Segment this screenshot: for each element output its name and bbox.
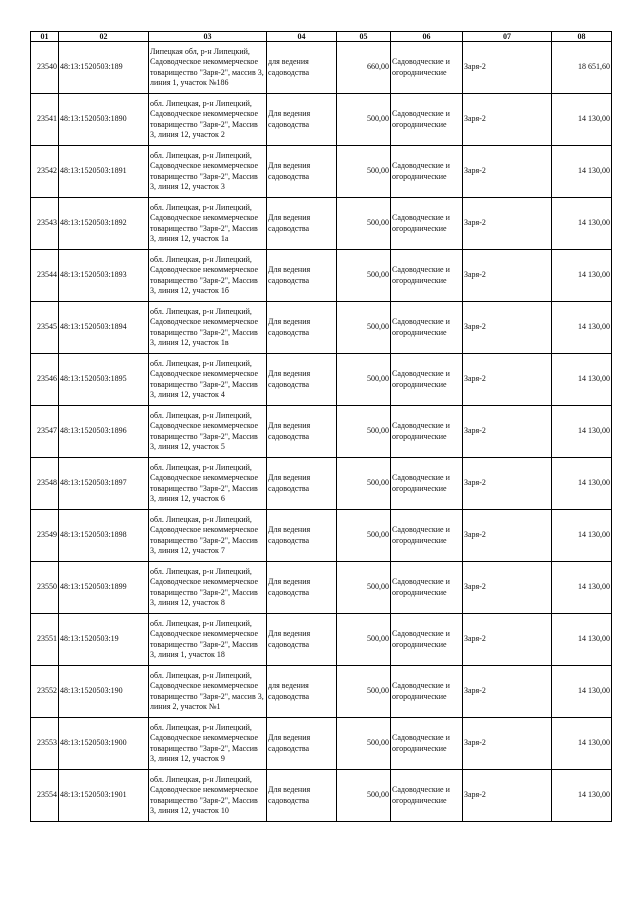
area-cell: 500,00 [337,198,391,250]
land-category-cell: Садоводческие и огороднические [391,666,463,718]
row-number-cell: 23542 [31,146,59,198]
partnership-name-cell: Заря-2 [463,354,552,406]
partnership-name-cell: Заря-2 [463,666,552,718]
partnership-name-cell: Заря-2 [463,562,552,614]
cadastral-value-cell: 14 130,00 [552,250,612,302]
column-header: 04 [267,32,337,42]
cadastral-value-cell: 14 130,00 [552,770,612,822]
row-number-cell: 23551 [31,614,59,666]
table-row [31,718,612,770]
row-number-cell: 23552 [31,666,59,718]
cadastral-number-cell: 48:13:1520503:19 [59,614,149,666]
table-row [31,614,612,666]
partnership-name-cell: Заря-2 [463,146,552,198]
cadastral-number-cell: 48:13:1520503:1900 [59,718,149,770]
partnership-name-cell: Заря-2 [463,250,552,302]
permitted-use-cell: Для ведения садоводства [267,718,337,770]
area-cell: 500,00 [337,770,391,822]
partnership-name-cell: Заря-2 [463,510,552,562]
permitted-use-cell: для ведения садоводства [267,666,337,718]
permitted-use-cell: Для ведения садоводства [267,770,337,822]
cadastral-number-cell: 48:13:1520503:1892 [59,198,149,250]
permitted-use-cell: Для ведения садоводства [267,94,337,146]
cadastral-value-cell: 14 130,00 [552,302,612,354]
table-row [31,302,612,354]
table-row [31,458,612,510]
area-cell: 500,00 [337,614,391,666]
permitted-use-cell: Для ведения садоводства [267,406,337,458]
cadastral-number-cell: 48:13:1520503:190 [59,666,149,718]
column-header: 08 [552,32,612,42]
land-category-cell: Садоводческие и огороднические [391,562,463,614]
table-row [31,770,612,822]
column-header: 03 [149,32,267,42]
area-cell: 500,00 [337,718,391,770]
row-number-cell: 23553 [31,718,59,770]
land-category-cell: Садоводческие и огороднические [391,458,463,510]
address-cell: обл. Липецкая, р-н Липецкий, Садоводческое некоммерческое товарищество "Заря-2", массив 3, линия 2, участок №1 [149,666,267,718]
cadastral-number-cell: 48:13:1520503:1898 [59,510,149,562]
area-cell: 500,00 [337,406,391,458]
table-row [31,94,612,146]
address-cell: обл. Липецкая, р-н Липецкий, Садоводческое некоммерческое товарищество "Заря-2", Массив 3, линия 12, участок 3 [149,146,267,198]
address-cell: обл. Липецкая, р-н Липецкий, Садоводческое некоммерческое товарищество "Заря-2", Массив 3, линия 12, участок 1в [149,302,267,354]
area-cell: 500,00 [337,458,391,510]
partnership-name-cell: Заря-2 [463,302,552,354]
table-row [31,562,612,614]
partnership-name-cell: Заря-2 [463,770,552,822]
row-number-cell: 23540 [31,42,59,94]
permitted-use-cell: Для ведения садоводства [267,562,337,614]
land-category-cell: Садоводческие и огороднические [391,302,463,354]
permitted-use-cell: Для ведения садоводства [267,250,337,302]
cadastral-number-cell: 48:13:1520503:1897 [59,458,149,510]
permitted-use-cell: для ведения садоводства [267,42,337,94]
column-header: 05 [337,32,391,42]
cadastral-number-cell: 48:13:1520503:1893 [59,250,149,302]
cadastral-value-cell: 14 130,00 [552,718,612,770]
cadastral-number-cell: 48:13:1520503:1890 [59,94,149,146]
row-number-cell: 23544 [31,250,59,302]
cadastral-number-cell: 48:13:1520503:1894 [59,302,149,354]
area-cell: 500,00 [337,94,391,146]
area-cell: 500,00 [337,510,391,562]
cadastral-value-cell: 14 130,00 [552,614,612,666]
permitted-use-cell: Для ведения садоводства [267,146,337,198]
cadastral-number-cell: 48:13:1520503:1899 [59,562,149,614]
partnership-name-cell: Заря-2 [463,94,552,146]
cadastral-value-cell: 14 130,00 [552,146,612,198]
partnership-name-cell: Заря-2 [463,42,552,94]
land-category-cell: Садоводческие и огороднические [391,406,463,458]
column-header: 02 [59,32,149,42]
row-number-cell: 23548 [31,458,59,510]
area-cell: 500,00 [337,562,391,614]
cadastral-number-cell: 48:13:1520503:1896 [59,406,149,458]
area-cell: 660,00 [337,42,391,94]
partnership-name-cell: Заря-2 [463,458,552,510]
permitted-use-cell: Для ведения садоводства [267,614,337,666]
land-category-cell: Садоводческие и огороднические [391,146,463,198]
table-row [31,406,612,458]
column-header: 06 [391,32,463,42]
cadastral-number-cell: 48:13:1520503:1895 [59,354,149,406]
area-cell: 500,00 [337,302,391,354]
table-row [31,146,612,198]
table-row [31,510,612,562]
permitted-use-cell: Для ведения садоводства [267,458,337,510]
row-number-cell: 23541 [31,94,59,146]
row-number-cell: 23554 [31,770,59,822]
cadastral-value-cell: 14 130,00 [552,94,612,146]
address-cell: обл. Липецкая, р-н Липецкий, Садоводческое некоммерческое товарищество "Заря-2", Массив 3, линия 12, участок 6 [149,458,267,510]
cadastral-value-cell: 14 130,00 [552,198,612,250]
address-cell: обл. Липецкая, р-н Липецкий, Садоводческое некоммерческое товарищество "Заря-2", Массив 3, линия 12, участок 5 [149,406,267,458]
header-row [31,32,612,42]
address-cell: Липецкая обл, р-н Липецкий, Садоводческое некоммерческое товарищество "Заря-2", массив 3, линия 1, участок №186 [149,42,267,94]
land-category-cell: Садоводческие и огороднические [391,510,463,562]
table-row [31,42,612,94]
permitted-use-cell: Для ведения садоводства [267,354,337,406]
row-number-cell: 23545 [31,302,59,354]
table-row [31,354,612,406]
land-category-cell: Садоводческие и огороднические [391,770,463,822]
address-cell: обл. Липецкая, р-н Липецкий, Садоводческое некоммерческое товарищество "Заря-2", Массив 3, линия 1, участок 18 [149,614,267,666]
cadastral-value-cell: 14 130,00 [552,354,612,406]
address-cell: обл. Липецкая, р-н Липецкий, Садоводческое некоммерческое товарищество "Заря-2", Массив 3, линия 12, участок 7 [149,510,267,562]
address-cell: обл. Липецкая, р-н Липецкий, Садоводческое некоммерческое товарищество "Заря-2", Массив 3, линия 12, участок 8 [149,562,267,614]
table-row [31,250,612,302]
land-category-cell: Садоводческие и огороднические [391,354,463,406]
cadastral-value-cell: 14 130,00 [552,458,612,510]
row-number-cell: 23546 [31,354,59,406]
land-category-cell: Садоводческие и огороднические [391,42,463,94]
row-number-cell: 23543 [31,198,59,250]
land-category-cell: Садоводческие и огороднические [391,94,463,146]
address-cell: обл. Липецкая, р-н Липецкий, Садоводческое некоммерческое товарищество "Заря-2", Массив 3, линия 12, участок 9 [149,718,267,770]
row-number-cell: 23550 [31,562,59,614]
area-cell: 500,00 [337,666,391,718]
area-cell: 500,00 [337,146,391,198]
column-header: 01 [31,32,59,42]
cadastral-value-cell: 14 130,00 [552,666,612,718]
cadastral-value-cell: 14 130,00 [552,562,612,614]
land-category-cell: Садоводческие и огороднические [391,614,463,666]
partnership-name-cell: Заря-2 [463,718,552,770]
partnership-name-cell: Заря-2 [463,406,552,458]
cadastral-value-cell: 14 130,00 [552,510,612,562]
address-cell: обл. Липецкая, р-н Липецкий, Садоводческое некоммерческое товарищество "Заря-2", Массив 3, линия 12, участок 1б [149,250,267,302]
land-category-cell: Садоводческие и огороднические [391,198,463,250]
address-cell: обл. Липецкая, р-н Липецкий, Садоводческое некоммерческое товарищество "Заря-2", Массив 3, линия 12, участок 1а [149,198,267,250]
land-category-cell: Садоводческие и огороднические [391,250,463,302]
cadastral-value-cell: 14 130,00 [552,406,612,458]
cadastral-value-cell: 18 651,60 [552,42,612,94]
address-cell: обл. Липецкая, р-н Липецкий, Садоводческое некоммерческое товарищество "Заря-2", Массив 3, линия 12, участок 4 [149,354,267,406]
cadastral-number-cell: 48:13:1520503:1901 [59,770,149,822]
permitted-use-cell: Для ведения садоводства [267,198,337,250]
table-row [31,198,612,250]
permitted-use-cell: Для ведения садоводства [267,302,337,354]
permitted-use-cell: Для ведения садоводства [267,510,337,562]
row-number-cell: 23547 [31,406,59,458]
land-category-cell: Садоводческие и огороднические [391,718,463,770]
cadastral-number-cell: 48:13:1520503:189 [59,42,149,94]
cadastral-number-cell: 48:13:1520503:1891 [59,146,149,198]
column-header: 07 [463,32,552,42]
row-number-cell: 23549 [31,510,59,562]
partnership-name-cell: Заря-2 [463,198,552,250]
address-cell: обл. Липецкая, р-н Липецкий, Садоводческое некоммерческое товарищество "Заря-2", Массив 3, линия 12, участок 10 [149,770,267,822]
area-cell: 500,00 [337,250,391,302]
land-registry-table [30,31,612,822]
area-cell: 500,00 [337,354,391,406]
partnership-name-cell: Заря-2 [463,614,552,666]
table-row [31,666,612,718]
address-cell: обл. Липецкая, р-н Липецкий, Садоводческое некоммерческое товарищество "Заря-2", Массив 3, линия 12, участок 2 [149,94,267,146]
